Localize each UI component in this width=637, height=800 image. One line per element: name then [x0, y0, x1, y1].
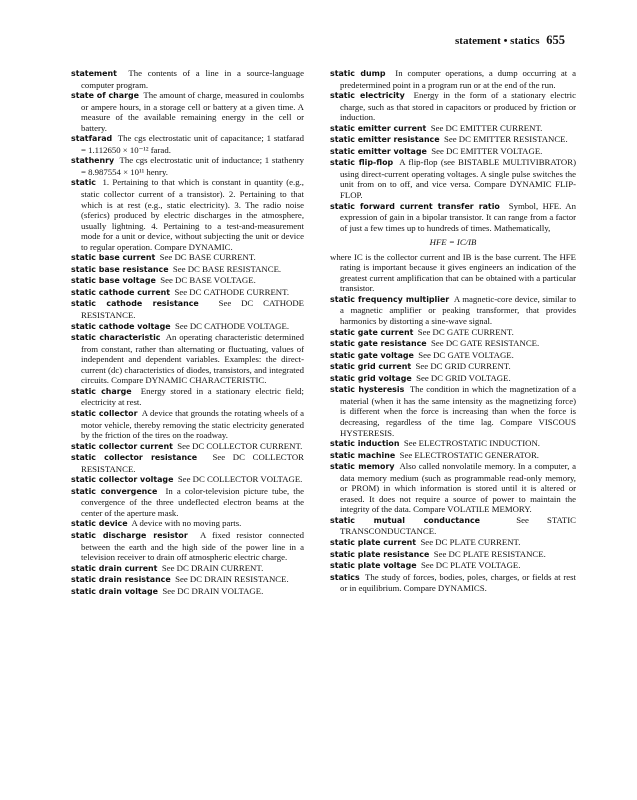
glossary-entry	[330, 157, 576, 200]
entry-definition: Energy in the form of a stationary electric charge, such as that stored in capacitors or produced by friction or induction.	[340, 90, 576, 123]
glossary-entry	[71, 68, 304, 90]
glossary-entry	[330, 438, 576, 450]
entry-term: static induction	[330, 439, 400, 449]
glossary-entry	[71, 386, 304, 408]
entry-definition: See DC COLLECTOR RESISTANCE.	[81, 452, 304, 474]
entry-term: static characteristic	[71, 333, 161, 343]
running-head	[455, 33, 565, 48]
entry-definition: A magnetic-core device, similar to a magnetic amplifier or peaking transformer, that provides harmonics by distorting a sine-wave signal.	[340, 293, 576, 327]
entry-definition: Also called nonvolatile memory. In a computer, a data memory medium (such as programmable read-only memory, or PROM) in which information is stored until it is altered or erased. It does not require a source of power to maintain the integrity of the data. Compare VOLATILE MEMORY.	[340, 461, 576, 515]
glossary-entry	[71, 177, 304, 252]
glossary-entry	[71, 530, 304, 563]
entry-term: static collector current	[71, 441, 173, 451]
entry-term: static	[71, 178, 96, 188]
hfe-formula: HFE = IC/IB	[429, 237, 477, 248]
glossary-entry	[330, 123, 576, 135]
entry-definition: See DC GRID VOLTAGE.	[416, 372, 511, 383]
entry-term: static gate voltage	[330, 350, 414, 360]
entry-term: static memory	[330, 462, 395, 472]
glossary-entry	[330, 450, 576, 462]
entry-definition: See DC DRAIN CURRENT.	[161, 562, 264, 573]
glossary-entry	[330, 572, 576, 594]
entry-term: static grid current	[330, 362, 412, 372]
entry-term: static emitter current	[330, 123, 427, 133]
glossary-entry	[71, 408, 304, 441]
entry-definition: See DC BASE VOLTAGE.	[160, 275, 256, 286]
glossary-entry-continuation	[330, 252, 576, 294]
entry-definition: See DC GATE RESISTANCE.	[431, 338, 540, 349]
entry-definition: Symbol, HFE. An expression of gain in a bipolar transistor. It can range from a factor of just a few times up to hundreds of times. Mathematically,	[340, 200, 577, 233]
glossary-entry	[330, 560, 576, 572]
entry-definition: In computer operations, a dump occurring at a predetermined point in a program run or at the end of the run.	[340, 68, 576, 90]
entry-definition: A fixed resistor connected between the earth and the high side of the power line in a television receiver to drain off atmospheric electric charge.	[81, 529, 304, 563]
entry-term: static mutual conductance	[330, 515, 480, 525]
entry-term: static cathode voltage	[71, 321, 171, 331]
glossary-entry	[330, 327, 576, 339]
entry-term: static device	[71, 519, 128, 529]
entry-definition: The cgs electrostatic unit of inductance; 1 stathenry = 8.987554 × 10¹¹ henry.	[81, 155, 304, 177]
glossary-entry	[71, 518, 304, 530]
entry-definition: See DC DRAIN VOLTAGE.	[162, 585, 264, 596]
entry-definition: See DC EMITTER RESISTANCE.	[443, 134, 568, 145]
glossary-entry	[71, 298, 304, 320]
entry-definition: See DC CATHODE CURRENT.	[174, 286, 290, 297]
glossary-entry	[71, 474, 304, 486]
entry-term: static collector resistance	[71, 453, 198, 463]
entry-term: statement	[71, 69, 117, 78]
glossary-entry	[330, 515, 576, 537]
entry-definition: See DC GATE VOLTAGE.	[418, 349, 514, 360]
glossary-entry	[71, 287, 304, 299]
entry-term: static collector	[71, 408, 138, 418]
entry-definition: The condition in which the magnetization of a material (when it has the same intensity as the magnetizing force) is different when the force is increasing than when the force is decreasing, regardless of the time lag. Compare VISCOUS HYSTERESIS.	[340, 384, 576, 438]
glossary-entry	[71, 563, 304, 575]
entry-term: static emitter resistance	[330, 135, 440, 145]
entry-term: statics	[330, 572, 360, 582]
running-head-text: statement • statics	[455, 35, 540, 47]
entry-term: static gate current	[330, 327, 414, 337]
glossary-entry	[71, 441, 304, 453]
glossary-entry	[330, 201, 576, 234]
glossary-entry	[330, 361, 576, 373]
entry-term: static base voltage	[71, 276, 156, 286]
entry-definition: See ELECTROSTATIC INDUCTION.	[403, 438, 540, 449]
entry-definition: An operating characteristic determined from constant, rather than alternating or fluctuating, values of independent and dependent variables. Examples: the direct-current (dc) characteristics of diodes, transistors, and integrated circuits. Compare DYNAMIC CHARACTERISTIC.	[81, 332, 304, 386]
entry-term: static forward current transfer ratio	[330, 201, 500, 211]
entry-term: static drain resistance	[71, 575, 171, 585]
glossary-entry	[330, 549, 576, 561]
glossary-entry	[330, 146, 576, 158]
glossary-entry	[71, 321, 304, 333]
left-column	[71, 68, 304, 597]
entry-term: statfarad	[71, 134, 113, 144]
glossary-entry	[71, 133, 304, 155]
entry-definition: The study of forces, bodies, poles, charges, or fields at rest or in equilibrium. Compare DYNAMICS.	[340, 571, 576, 594]
glossary-entry	[330, 338, 576, 350]
entry-definition: The cgs electrostatic unit of capacitance; 1 statfarad = 1.112650 × 10⁻¹² farad.	[81, 133, 304, 155]
entry-definition: See DC PLATE VOLTAGE.	[420, 560, 521, 571]
glossary-entry	[330, 373, 576, 385]
glossary-entry	[71, 486, 304, 519]
entry-definition: See DC COLLECTOR VOLTAGE.	[177, 474, 303, 485]
entry-term: static cathode current	[71, 287, 171, 297]
right-column	[330, 68, 576, 594]
entry-definition: A device that grounds the rotating wheels of a motor vehicle, thereby removing the static electricity generated by the friction of the tires on the roadway.	[81, 407, 304, 441]
entry-term: static grid voltage	[330, 373, 412, 383]
entry-definition: See DC DRAIN RESISTANCE.	[175, 574, 289, 585]
entry-definition: The contents of a line in a source-language computer program.	[81, 68, 305, 90]
glossary-entry	[71, 90, 304, 133]
entry-definition: See DC EMITTER CURRENT.	[430, 122, 543, 133]
entry-term: static plate voltage	[330, 561, 417, 571]
entry-definition: See DC BASE RESISTANCE.	[172, 263, 282, 274]
entry-definition: See DC CATHODE VOLTAGE.	[175, 320, 290, 331]
entry-term: static plate current	[330, 537, 417, 547]
entry-term: static base resistance	[71, 264, 169, 274]
glossary-entry	[71, 586, 304, 598]
entry-definition: A device with no moving parts.	[131, 518, 242, 529]
entry-definition: where IC is the collector current and IB is the base current. The HFE rating is important because it gives engineers an indication of the greatest current amplification that can be obtained with a particular transistor.	[330, 251, 576, 294]
entry-definition: A flip-flop (see BISTABLE MULTIVIBRATOR) using direct-current operating voltages. A single pulse switches the unit from on to off, and vice versa. Compare DYNAMIC FLIP-FLOP.	[340, 157, 576, 201]
glossary-entry	[71, 332, 304, 386]
entry-term: static cathode resistance	[71, 299, 199, 309]
glossary-entry	[71, 264, 304, 276]
glossary-entry	[71, 155, 304, 177]
entry-term: static drain voltage	[71, 586, 158, 596]
entry-term: static flip-flop	[330, 158, 394, 168]
entry-term: static hysteresis	[330, 385, 405, 395]
entry-term: static charge	[71, 386, 132, 396]
entry-term: static discharge resistor	[71, 530, 188, 540]
entry-term: static dump	[330, 69, 386, 78]
glossary-entry	[330, 68, 576, 90]
entry-term: static gate resistance	[330, 339, 427, 349]
glossary-entry	[330, 461, 576, 515]
entry-definition: See DC BASE CURRENT.	[159, 252, 256, 263]
glossary-entry	[330, 294, 576, 327]
entry-term: stathenry	[71, 156, 115, 166]
entry-definition: See DC CATHODE RESISTANCE.	[81, 298, 305, 321]
glossary-entry	[330, 384, 576, 438]
entry-term: static plate resistance	[330, 549, 430, 559]
glossary-entry	[71, 452, 304, 474]
glossary-entry	[71, 252, 304, 264]
entry-definition: See STATIC TRANSCONDUCTANCE.	[340, 514, 577, 537]
entry-term: static frequency multiplier	[330, 294, 450, 304]
entry-term: state of charge	[71, 91, 139, 101]
entry-term: static convergence	[71, 486, 158, 496]
entry-definition: See DC GRID CURRENT.	[415, 361, 511, 372]
entry-definition: Energy stored in a stationary electric field; electricity at rest.	[81, 385, 304, 408]
entry-definition: See DC GATE CURRENT.	[417, 326, 514, 337]
page-number: 655	[546, 33, 565, 47]
entry-definition: See DC PLATE CURRENT.	[420, 536, 521, 547]
entry-definition: The amount of charge, measured in coulombs or ampere hours, in a storage cell or battery at a given time. A measure of the available remaining energy in the cell or battery.	[81, 90, 305, 133]
entry-term: static collector voltage	[71, 475, 174, 485]
entry-term: static drain current	[71, 563, 158, 573]
glossary-entry	[71, 574, 304, 586]
entry-term: static electricity	[330, 91, 405, 101]
glossary-entry	[330, 134, 576, 146]
entry-definition: See DC PLATE RESISTANCE.	[433, 548, 546, 559]
entry-definition: In a color-television picture tube, the convergence of the three undeflected electron beams at the center of the aperture mask.	[81, 485, 304, 518]
entry-definition: See ELECTROSTATIC GENERATOR.	[399, 449, 539, 460]
glossary-entry	[330, 537, 576, 549]
entry-term: static emitter voltage	[330, 146, 427, 156]
entry-definition: See DC COLLECTOR CURRENT.	[177, 440, 303, 451]
entry-term: static machine	[330, 450, 396, 460]
glossary-entry	[330, 90, 576, 123]
entry-term: static base current	[71, 253, 156, 263]
entry-definition: See DC EMITTER VOLTAGE.	[431, 145, 543, 156]
entry-definition: 1. Pertaining to that which is constant in quantity (e.g., static collector current of a transistor). 2. Pertaining to that which is at rest (e.g., static electricity). 3. The radio noise (sferics) produced by electric discharges in the atmosphere, usually lightning. 4. Pertaining to a test-and-measurement mode for a unit or device, without subjecting the unit or device to regular operation. Compare DYNAMIC.	[81, 177, 304, 252]
glossary-entry	[330, 350, 576, 362]
glossary-entry	[71, 275, 304, 287]
